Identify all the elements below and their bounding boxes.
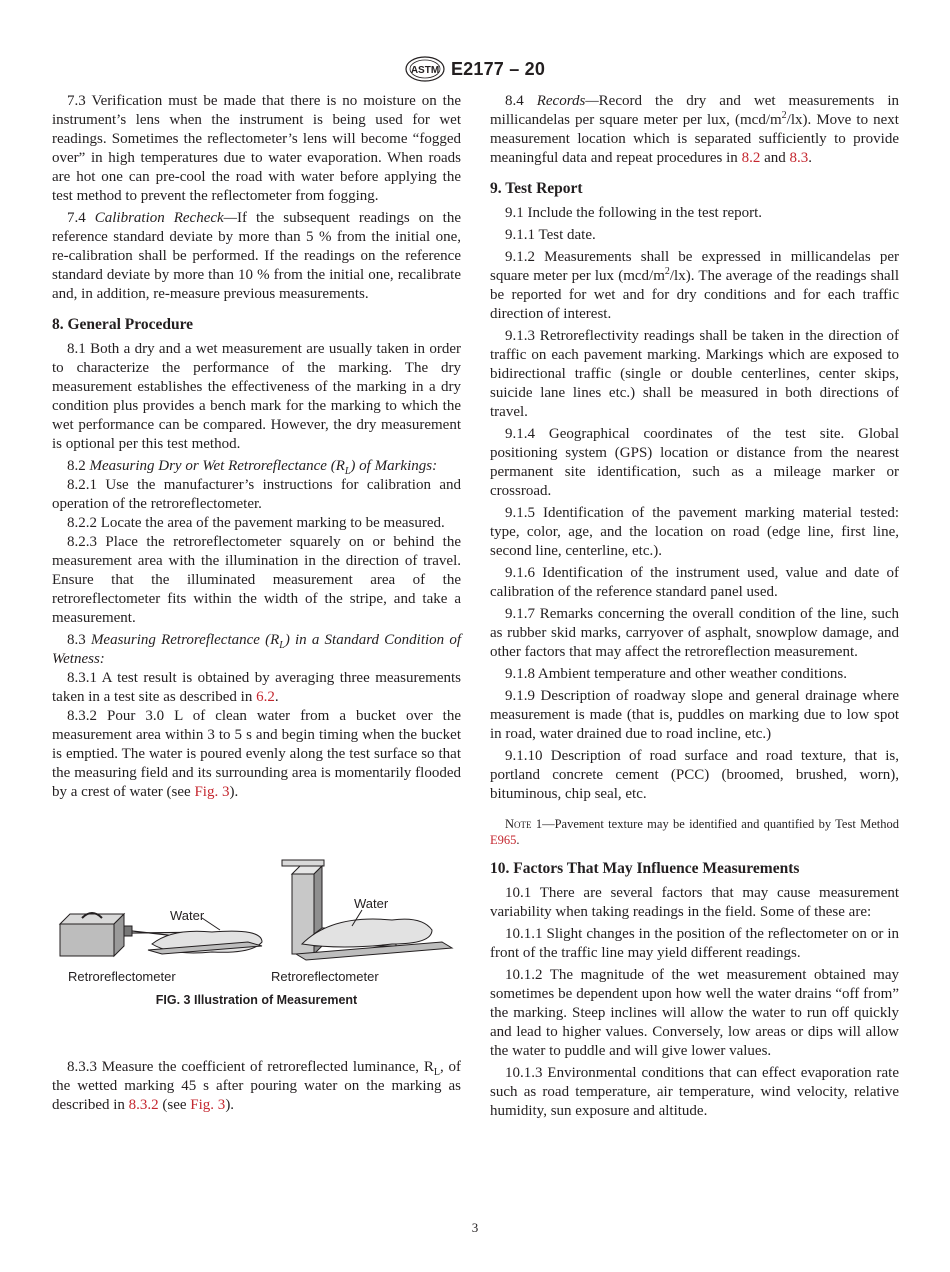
para-8-2-3: 8.2.3 Place the retroreflectometer squarely on or behind the measurement area with the illumination in the direction of travel. Ensure that the illuminated measurement area of the retroreflectometer fits within the width of the stripe, and take a measurement. [52, 534, 461, 626]
figure-caption: FIG. 3 Illustration of Measurement [155, 993, 358, 1007]
label-water-left: Water [170, 908, 205, 923]
para-7-3: 7.3 Verification must be made that there is no moisture on the instrument’s lens when the instrument is being used for wet readings. Sometimes the reflectometer’s lens will become “fogged over” in high temperatures due to water evaporation. When roads are hot one can pre-cool the road with water before applying the test method to prevent the reflectometer from fogging. [52, 93, 461, 204]
para-8-2-2: 8.2.2 Locate the area of the pavement marking to be measured. [67, 515, 445, 531]
para-9-1-6: 9.1.6 Identification of the instrument used, value and date of calibration of the reference standard panel used. [490, 565, 899, 600]
link-6-2[interactable]: 6.2 [256, 689, 275, 705]
para-8-1: 8.1 Both a dry and a wet measurement are usually taken in order to characterize the performance of the marking. The dry measurement establishes the effectiveness of the marking in a dry condition plus provides a bench mark for the marking to which the wet performance can be compared. However, the dry measurement is optional per this test method. [52, 341, 461, 452]
para-8-3: 8.3 Measuring Retroreflectance $(R_L)$ in a Standard Condition of Wetness: [52, 632, 461, 667]
link-fig-3[interactable]: Fig. 3 [194, 784, 230, 800]
figure-3 [52, 852, 461, 1012]
para-8-3-3: 8.3.3 Measure the coefficient of retroreflected luminance, $R_L$, of the wetted marking 45 s after pouring water on the marking as described in 8.3.2 (see Fig. 3). [52, 1059, 461, 1113]
para-7-4: 7.4 Calibration Recheck—If the subsequent readings on the reference standard deviate by more than 5 % from the initial one, re-calibration shall be performed. If the readings on the reference standard deviate by more than 10 % from the initial one, recalibrate and, in addition, re-measure previous measurements. [52, 210, 461, 302]
label-water-right: Water [354, 896, 389, 911]
para-9-1-5: 9.1.5 Identification of the pavement marking material tested: type, color, age, and the location on road (edge line, first line, second line, centerline, etc.). [490, 505, 899, 559]
para-10-1-3: 10.1.3 Environmental conditions that can effect evaporation rate such as road temperature, air temperature, wind velocity, relative humidity, sun exposure and altitude. [490, 1065, 899, 1119]
left-column [52, 92, 461, 1118]
para-8-4: 8.4 Records—Record the dry and wet measurements in millicandelas per square meter per lux, $(mcd/m^2/lx)$. Move to next measurement location which is separated sufficiently to provide meaningful data and repeat procedures in 8.2 and 8.3. [490, 93, 899, 166]
para-10-1-1: 10.1.1 Slight changes in the position of the reflectometer on or in front of the traffic line may yield different readings. [490, 926, 899, 961]
section-10-heading: 10. Factors That May Influence Measurements [490, 860, 800, 877]
para-8-2: 8.2 Measuring Dry or Wet Retroreflectance $(R_L)$ of Markings: [67, 458, 438, 477]
right-column [490, 92, 899, 1124]
para-8-2-1: 8.2.1 Use the manufacturer’s instructions for calibration and operation of the retroreflectometer. [52, 477, 461, 512]
link-e965[interactable]: E965 [490, 833, 517, 847]
para-10-1-2: 10.1.2 The magnitude of the wet measurement obtained may sometimes be dependent upon how well the water drains “off from” the marking. Steep inclines will allow the water to run off quickly and lead to higher values. Conversely, low areas or dips will allow the water to puddle and will give lower values. [490, 967, 899, 1059]
para-9-1-8: 9.1.8 Ambient temperature and other weather conditions. [505, 666, 847, 682]
link-8-3[interactable]: 8.3 [789, 150, 809, 166]
logo-text: ASTM [410, 65, 440, 76]
para-9-1-9: 9.1.9 Description of roadway slope and general drainage where measurement is made (that is, puddles on marking due to low spot in road, water drained due to road incline, etc.) [490, 688, 899, 742]
astm-logo-icon [405, 56, 445, 82]
link-8-2[interactable]: 8.2 [741, 150, 761, 166]
section-8-heading: 8. General Procedure [52, 316, 194, 333]
para-10-1: 10.1 There are several factors that may cause measurement variability when taking readings in the field. Some of these are: [490, 885, 899, 920]
para-9-1: 9.1 Include the following in the test report. [505, 205, 763, 221]
link-fig-3-b[interactable]: Fig. 3 [190, 1097, 226, 1113]
label-retroreflectometer-left: Retroreflectometer [68, 969, 176, 984]
page-header [0, 56, 950, 82]
page-number: 3 [471, 1220, 479, 1235]
para-9-1-7: 9.1.7 Remarks concerning the overall condition of the line, such as rubber skid marks, carryover of asphalt, snowplow damage, and other factors that may affect the retroreflection measurement. [490, 606, 899, 660]
label-retroreflectometer-right: Retroreflectometer [271, 969, 379, 984]
para-8-3-1: 8.3.1 A test result is obtained by averaging three measurements taken in a test site as described in 6.2. [52, 670, 461, 705]
para-9-1-3: 9.1.3 Retroreflectivity readings shall be taken in the direction of traffic on each pavement marking. Markings which are exposed to bidirectional traffic (single or double centerlines, center skips, suicide lane lines etc.) shall be measured in both directions of travel. [490, 328, 899, 420]
link-8-3-2[interactable]: 8.3.2 [128, 1097, 159, 1113]
section-9-heading: 9. Test Report [490, 180, 583, 197]
note-1: Note 1—Pavement texture may be identified and quantified by Test Method E965. [490, 817, 899, 847]
para-9-1-2: 9.1.2 Measurements shall be expressed in millicandelas per square meter per lux $(mcd/m^2/lx)$. The average of the readings shall be reported for wet and for dry conditions and for each traffic direction of interest. [490, 249, 899, 322]
standard-designation: E2177 – 20 [450, 58, 546, 79]
retroreflectometer-left-icon [60, 913, 132, 956]
para-9-1-10: 9.1.10 Description of road surface and road texture, that is, portland concrete cement (PCC) (broomed, brushed, worn), bituminous, chip seal, etc. [490, 748, 899, 802]
para-9-1-1: 9.1.1 Test date. [505, 227, 596, 243]
para-8-3-2: 8.3.2 Pour 3.0 L of clean water from a bucket over the measurement area within 3 to 5 s and begin timing when the bucket is emptied. The water is poured evenly along the test surface so that the measuring field and its surrounding area is momentarily flooded by a crest of water (see Fig. 3). [52, 708, 461, 800]
para-9-1-4: 9.1.4 Geographical coordinates of the test site. Global positioning system (GPS) location or distance from the nearest permanent site identification, such as a mileage marker or crossroad. [490, 426, 899, 499]
